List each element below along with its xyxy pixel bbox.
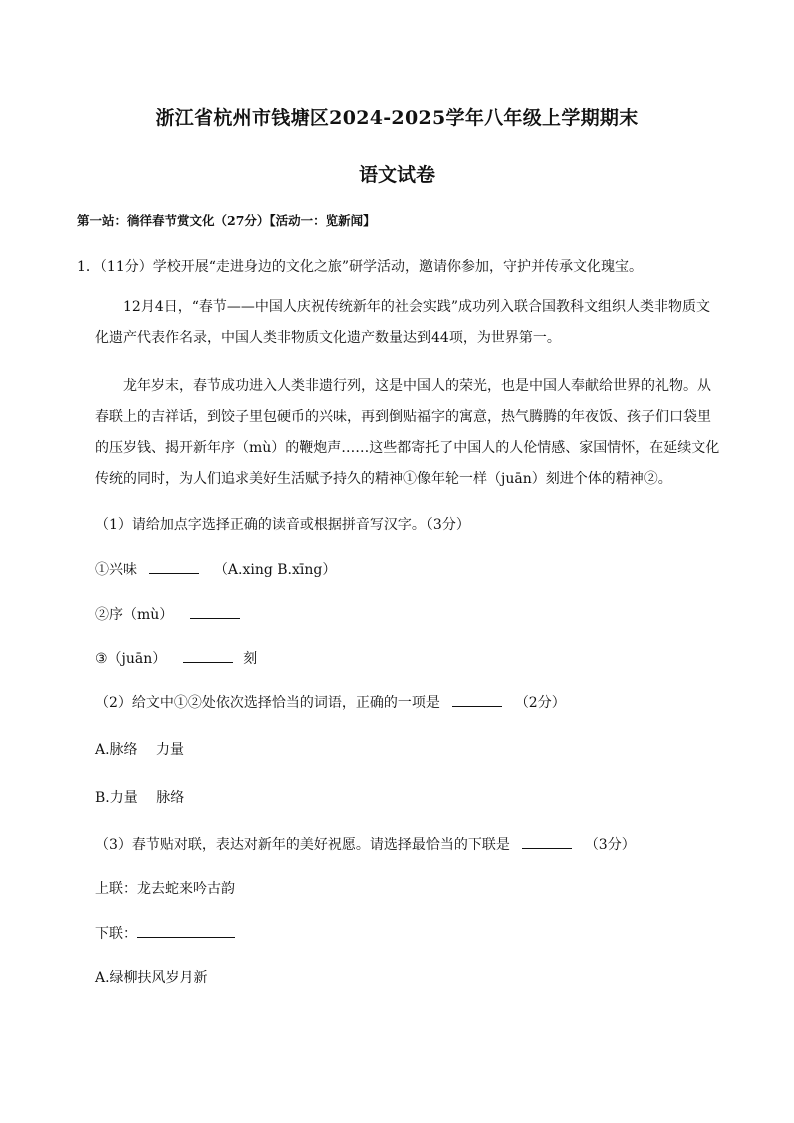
sub-question-2-prompt: （2）给文中①②处依次选择恰当的词语，正确的一项是 (95, 695, 440, 711)
essay-paragraph (95, 371, 720, 495)
sub-question-1-item-2 (95, 604, 240, 624)
section-header: 第一站：徜徉春节赏文化（27分）【活动一：览新闻】 (77, 213, 376, 228)
item-2-label: ②序（mù） (95, 607, 174, 623)
item-2-answer-blank[interactable] (190, 604, 240, 619)
couplet-lower-label: 下联： (95, 926, 137, 942)
sub-question-3-answer-blank[interactable] (522, 834, 572, 849)
exam-title: 浙江省杭州市钱塘区2024-2025学年八年级上学期期末 (155, 107, 639, 129)
sub-question-2-score: （2分） (514, 695, 566, 711)
sub-question-1-item-3 (95, 648, 257, 668)
sub-question-2 (95, 692, 566, 712)
sub-question-3-score: （3分） (584, 837, 636, 853)
sub-question-3 (95, 834, 636, 854)
sub-question-2-option-b[interactable]: B.力量 脉络 (95, 790, 185, 806)
couplet-lower-blank[interactable] (137, 923, 235, 938)
news-paragraph-text: 12月4日，“春节——中国人庆祝传统新年的社会实践”成功列入联合国教科文组织人类非物质文化遗产代表作名录，中国人类非物质文化遗产数量达到44项，为世界第一。 (95, 299, 711, 346)
item-1-label: ①兴味 (95, 562, 137, 578)
sub-question-3-prompt: （3）春节贴对联，表达对新年的美好祝愿。请选择最恰当的下联是 (95, 837, 510, 853)
exam-subtitle: 语文试卷 (358, 164, 435, 186)
item-1-options: （A.xing B.xīng） (213, 562, 337, 578)
sub-question-1-item-1 (95, 559, 336, 579)
essay-paragraph-text: 龙年岁末，春节成功进入人类非遗行列，这是中国人的荣光，也是中国人奉献给世界的礼物。从春联上的吉祥话，到饺子里包硬币的兴味，再到倒贴福字的寓意，热气腾腾的年夜饭、孩子们口袋里的压岁钱、揭开新年序（mù）的鞭炮声……这些都寄托了中国人的人伦情感、家国情怀，在延续文化传统的同时，为人们追求美好生活赋予持久的精神①像年轮一样（juān）刻进个体的精神②。 (95, 378, 720, 487)
news-paragraph (95, 292, 720, 354)
couplet-upper: 上联：龙去蛇来吟古韵 (95, 881, 235, 897)
couplet-lower (95, 923, 235, 943)
item-3-label: ③（juān） (95, 651, 167, 667)
sub-question-3-option-a[interactable]: A.绿柳扶风岁月新 (95, 970, 208, 986)
item-1-answer-blank[interactable] (149, 559, 199, 574)
sub-question-1-prompt: （1）请给加点字选择正确的读音或根据拼音写汉字。（3分） (95, 517, 470, 533)
sub-question-2-answer-blank[interactable] (452, 692, 502, 707)
item-3-suffix: 刻 (243, 651, 258, 667)
sub-question-2-option-a[interactable]: A.脉络 力量 (95, 742, 185, 758)
question-1-stem: 1．（11分）学校开展“走进身边的文化之旅”研学活动，邀请你参加，守护并传承文化瑰宝。 (77, 259, 644, 275)
item-3-answer-blank[interactable] (183, 648, 233, 663)
